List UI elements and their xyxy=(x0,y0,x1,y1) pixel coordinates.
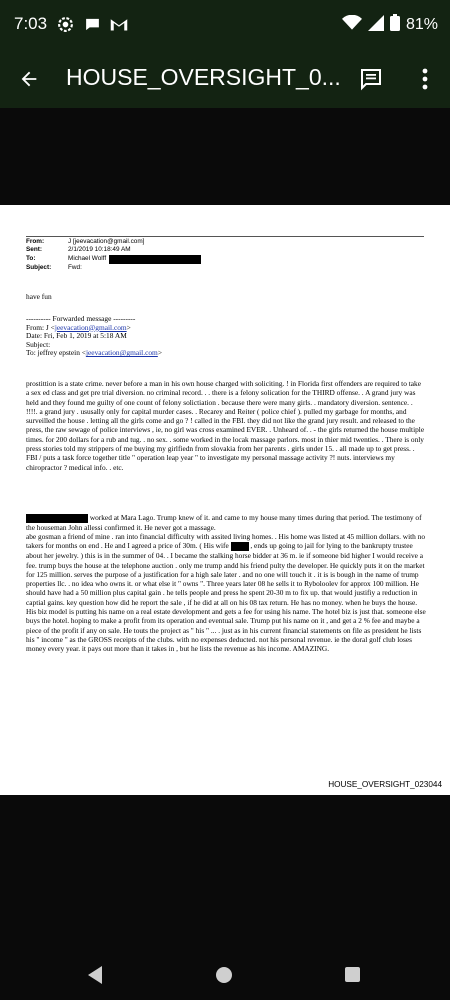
greeting-text: have fun xyxy=(26,292,52,301)
document-viewer[interactable] xyxy=(0,108,450,950)
comment-button[interactable] xyxy=(356,64,386,94)
notification-icons xyxy=(56,15,128,33)
sent-label: Sent: xyxy=(26,246,42,254)
to-email-link[interactable]: jeevacation@gmail.com xyxy=(85,348,158,358)
gmail-notification-icon xyxy=(110,15,128,33)
from-label: From: xyxy=(26,238,45,245)
from-value: J [jeevacation@gmail.com] xyxy=(68,238,145,245)
body-paragraph-2 xyxy=(26,513,426,653)
back-button[interactable] xyxy=(14,64,44,94)
redaction-box xyxy=(26,514,88,523)
forward-date: Date: Fri, Feb 1, 2019 at 5:18 AM xyxy=(26,331,127,341)
forward-block xyxy=(26,315,426,358)
status-bar xyxy=(0,0,450,50)
subject-value: Fwd: xyxy=(68,263,82,271)
chat-notification-icon xyxy=(83,15,101,33)
paragraph-2-lead: worked at Mara Lago. Trump knew of it. and came to my house many times during that period. The testimony of the houseman John allessi confirmed it. He never got a massage. xyxy=(26,513,422,532)
signal-icon xyxy=(368,15,384,36)
nav-back-button[interactable] xyxy=(86,965,104,990)
gear-notification-icon xyxy=(56,15,74,33)
paragraph-2-a: abe gosman a friend of mine . ran into financial difficulty with assited living homes. . His home was listed at 45 million dollars. with no takers for months on end . He and I agreed a price of 30m. ( His wife xyxy=(26,532,426,551)
body-paragraph-1: prostittion is a state crime. never before a man in his own house charged with soliciting. ! in Florida first offenders are required to take a sex ed class and get pre trial diversion. no criminal record. . . there is a felony solication for the THIRD offense. . A grand jury was held and they found me guilty of one count of felony solictiation . because there were many girls. . mandatory diversion. sentence. . !!!!. a grand jury . ususally only for capital murder cases. . Recarey and Reiter ( police chief ). pulled my garbage for months, and surveilled the house . letting all the girls come and go ? ! called in the FBI. they did not like the grand jury result. and released to the press, the raw sewage of police interviews , ie, no girl was cross examined EVER. . Unheard of. . - the girls returned the house multiple times. for 200 dollars for a rub and tug. . no sex. . some worked in the locak massage parlors. most in thier mid twenties. . There is only press stories told my strippers of me buying my girlfiedn from slovakia from her parents . girls under 15. . all made up to get press. . FBI / puts a task force together title " operation leap year " to investigate my personal massage activity ?! nuts. interviews my chiropractor ? medical info. . etc. xyxy=(26,379,425,472)
more-options-button[interactable] xyxy=(410,64,440,94)
sent-value: 2/1/2019 10:18:49 AM xyxy=(68,246,131,254)
nav-home-button[interactable] xyxy=(216,967,232,983)
triangle-back-icon xyxy=(86,965,104,985)
app-bar xyxy=(0,50,450,108)
arrow-left-icon xyxy=(18,68,40,90)
to-label: To: xyxy=(26,254,36,262)
from-email-link[interactable]: jeevacation@gmail.com xyxy=(54,322,127,332)
forward-from: From: J <jeevacation@gmail.com> xyxy=(26,322,131,332)
forward-subject: Subject: xyxy=(26,339,51,349)
forward-to: To: jeffrey epstein <jeevacation@gmail.com> xyxy=(26,348,162,358)
navigation-bar xyxy=(0,950,450,1000)
paragraph-2-b: , ends up going to jail for lying to the bankrupty trustee about her jewelry. ) this is in the summer of 04. . I became the stalking horse bidder at 36 m. ie if someone bid higher I would receive a fee. trump buys the house at the telephone auction . only me trump andd his friend pulty the developer. He quickly puts it on the market for 125 million. serves the purpose of a justification for a high sale later . and no one will touch it . it is is bough in the name of trump properties llc. . no idea who owns it. or what else it " owns ". Three years later 08 he sells it to Ryboloolev for approx 100 million. He should have had a 50 million plus capital gain . he tells people and press he spent 20-30 m to fix up. that would justifiy a reduction in captial gains. key question how did he report the sale , if he did at all on his 08 tax return. He has no money. when he buys the house. His biz model is putting his name on a real estate development and gets a fee for using his name. The hotel biz is just that. someone else buys the hotel. hoping to make a profit from its operation and eventual sale. Trump put his name on it , and get a 2 % fee and maybe a piece of the profit if any on sale. He touts the project as " his " ... . just as in his current financial statements on file as president he lists his " income " as the GROSS receipts of the clubs. with no expenses deducted. not his personal revenue. ie the doral golf club loses money every year. it pays out more than it takes in , but he lists the revenue as his income. AMAZING. xyxy=(26,541,426,654)
email-header xyxy=(26,238,426,272)
document-number: HOUSE_OVERSIGHT_023044 xyxy=(328,780,442,789)
system-status xyxy=(342,14,438,36)
wifi-icon xyxy=(342,15,362,36)
document-page xyxy=(0,205,450,795)
battery-icon xyxy=(390,14,400,36)
document-title: HOUSE_OVERSIGHT_0... xyxy=(66,64,341,90)
header-rule xyxy=(26,236,424,237)
subject-label: Subject: xyxy=(26,263,52,271)
battery-percent: 81% xyxy=(405,16,438,33)
more-vert-icon xyxy=(422,68,428,90)
redaction-box xyxy=(231,542,249,551)
comment-icon xyxy=(359,67,383,91)
forward-divider: ---------- Forwarded message --------- xyxy=(26,314,136,323)
redaction-box xyxy=(109,255,201,264)
to-value: Michael Wolff xyxy=(68,254,107,262)
nav-recents-button[interactable] xyxy=(345,967,360,982)
status-time: 7:03 xyxy=(14,14,48,33)
